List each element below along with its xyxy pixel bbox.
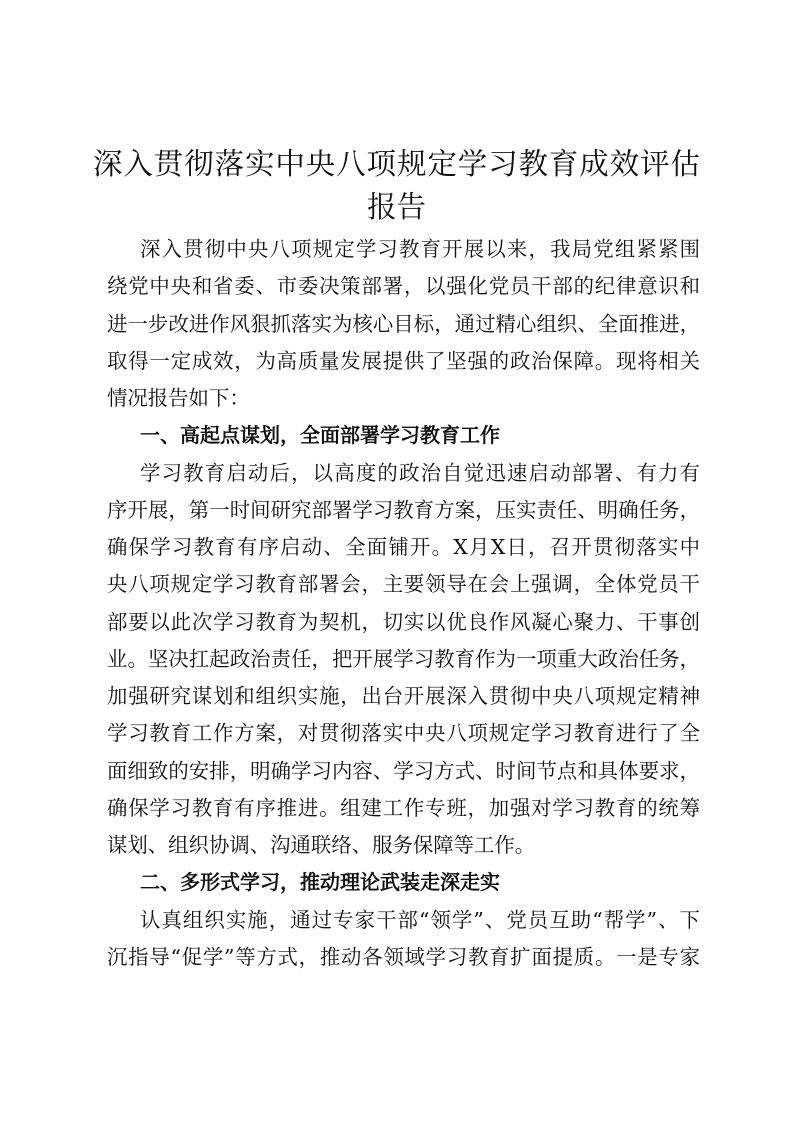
text-line: 情况报告如下：: [107, 386, 250, 410]
section-heading: 二、多形式学习，推动理论武装走深走实: [140, 870, 500, 895]
text-line: 沉指导“促学”等方式，推动各领域学习教育扩面提质。一是专家: [107, 944, 700, 969]
section-heading: 一、高起点谋划，全面部署学习教育工作: [140, 423, 500, 448]
text-line: 学习教育启动后，以高度的政治自觉迅速启动部署、有力有: [140, 460, 700, 485]
text-line: 绕党中央和省委、市委决策部署，以强化党员干部的纪律意识和: [107, 274, 700, 299]
text-line: 确保学习教育有序启动、全面铺开。X月X日，召开贯彻落实中: [107, 535, 700, 559]
text-line: 确保学习教育有序推进。组建工作专班，加强对学习教育的统筹: [107, 795, 700, 820]
text-line: 部要以此次学习教育为契机，切实以优良作风凝心聚力、干事创: [107, 609, 700, 634]
text-line: 谋划、组织协调、沟通联络、服务保障等工作。: [107, 833, 536, 857]
text-line: 面细致的安排，明确学习内容、学习方式、时间节点和具体要求，: [107, 758, 700, 783]
text-line: 加强研究谋划和组织实施，出台开展深入贯彻中央八项规定精神: [107, 684, 700, 708]
document-title: [93, 143, 700, 229]
text-line: 学习教育工作方案，对贯彻落实中央八项规定学习教育进行了全: [107, 721, 700, 746]
paragraph: [107, 902, 700, 977]
paragraph: [107, 231, 700, 417]
text-line: 深入贯彻中央八项规定学习教育开展以来，我局党组紧紧围: [140, 237, 700, 261]
text-line: 央八项规定学习教育部署会，主要领导在会上强调，全体党员干: [107, 572, 700, 597]
title-line: 深入贯彻落实中央八项规定学习教育成效评估: [93, 147, 700, 181]
text-line: 序开展，第一时间研究部署学习教育方案，压实责任、明确任务，: [107, 497, 700, 522]
text-line: 进一步改进作风狠抓落实为核心目标，通过精心组织、全面推进，: [107, 311, 700, 336]
paragraph: [107, 455, 700, 865]
text-line: 认真组织实施，通过专家干部“领学”、党员互助“帮学”、下: [140, 907, 700, 932]
text-line: 取得一定成效，为高质量发展提供了坚强的政治保障。现将相关: [107, 348, 700, 373]
document-body: [107, 231, 700, 976]
text-line: 业。坚决扛起政治责任，把开展学习教育作为一项重大政治任务，: [107, 646, 700, 671]
title-line: 报告: [366, 190, 426, 224]
